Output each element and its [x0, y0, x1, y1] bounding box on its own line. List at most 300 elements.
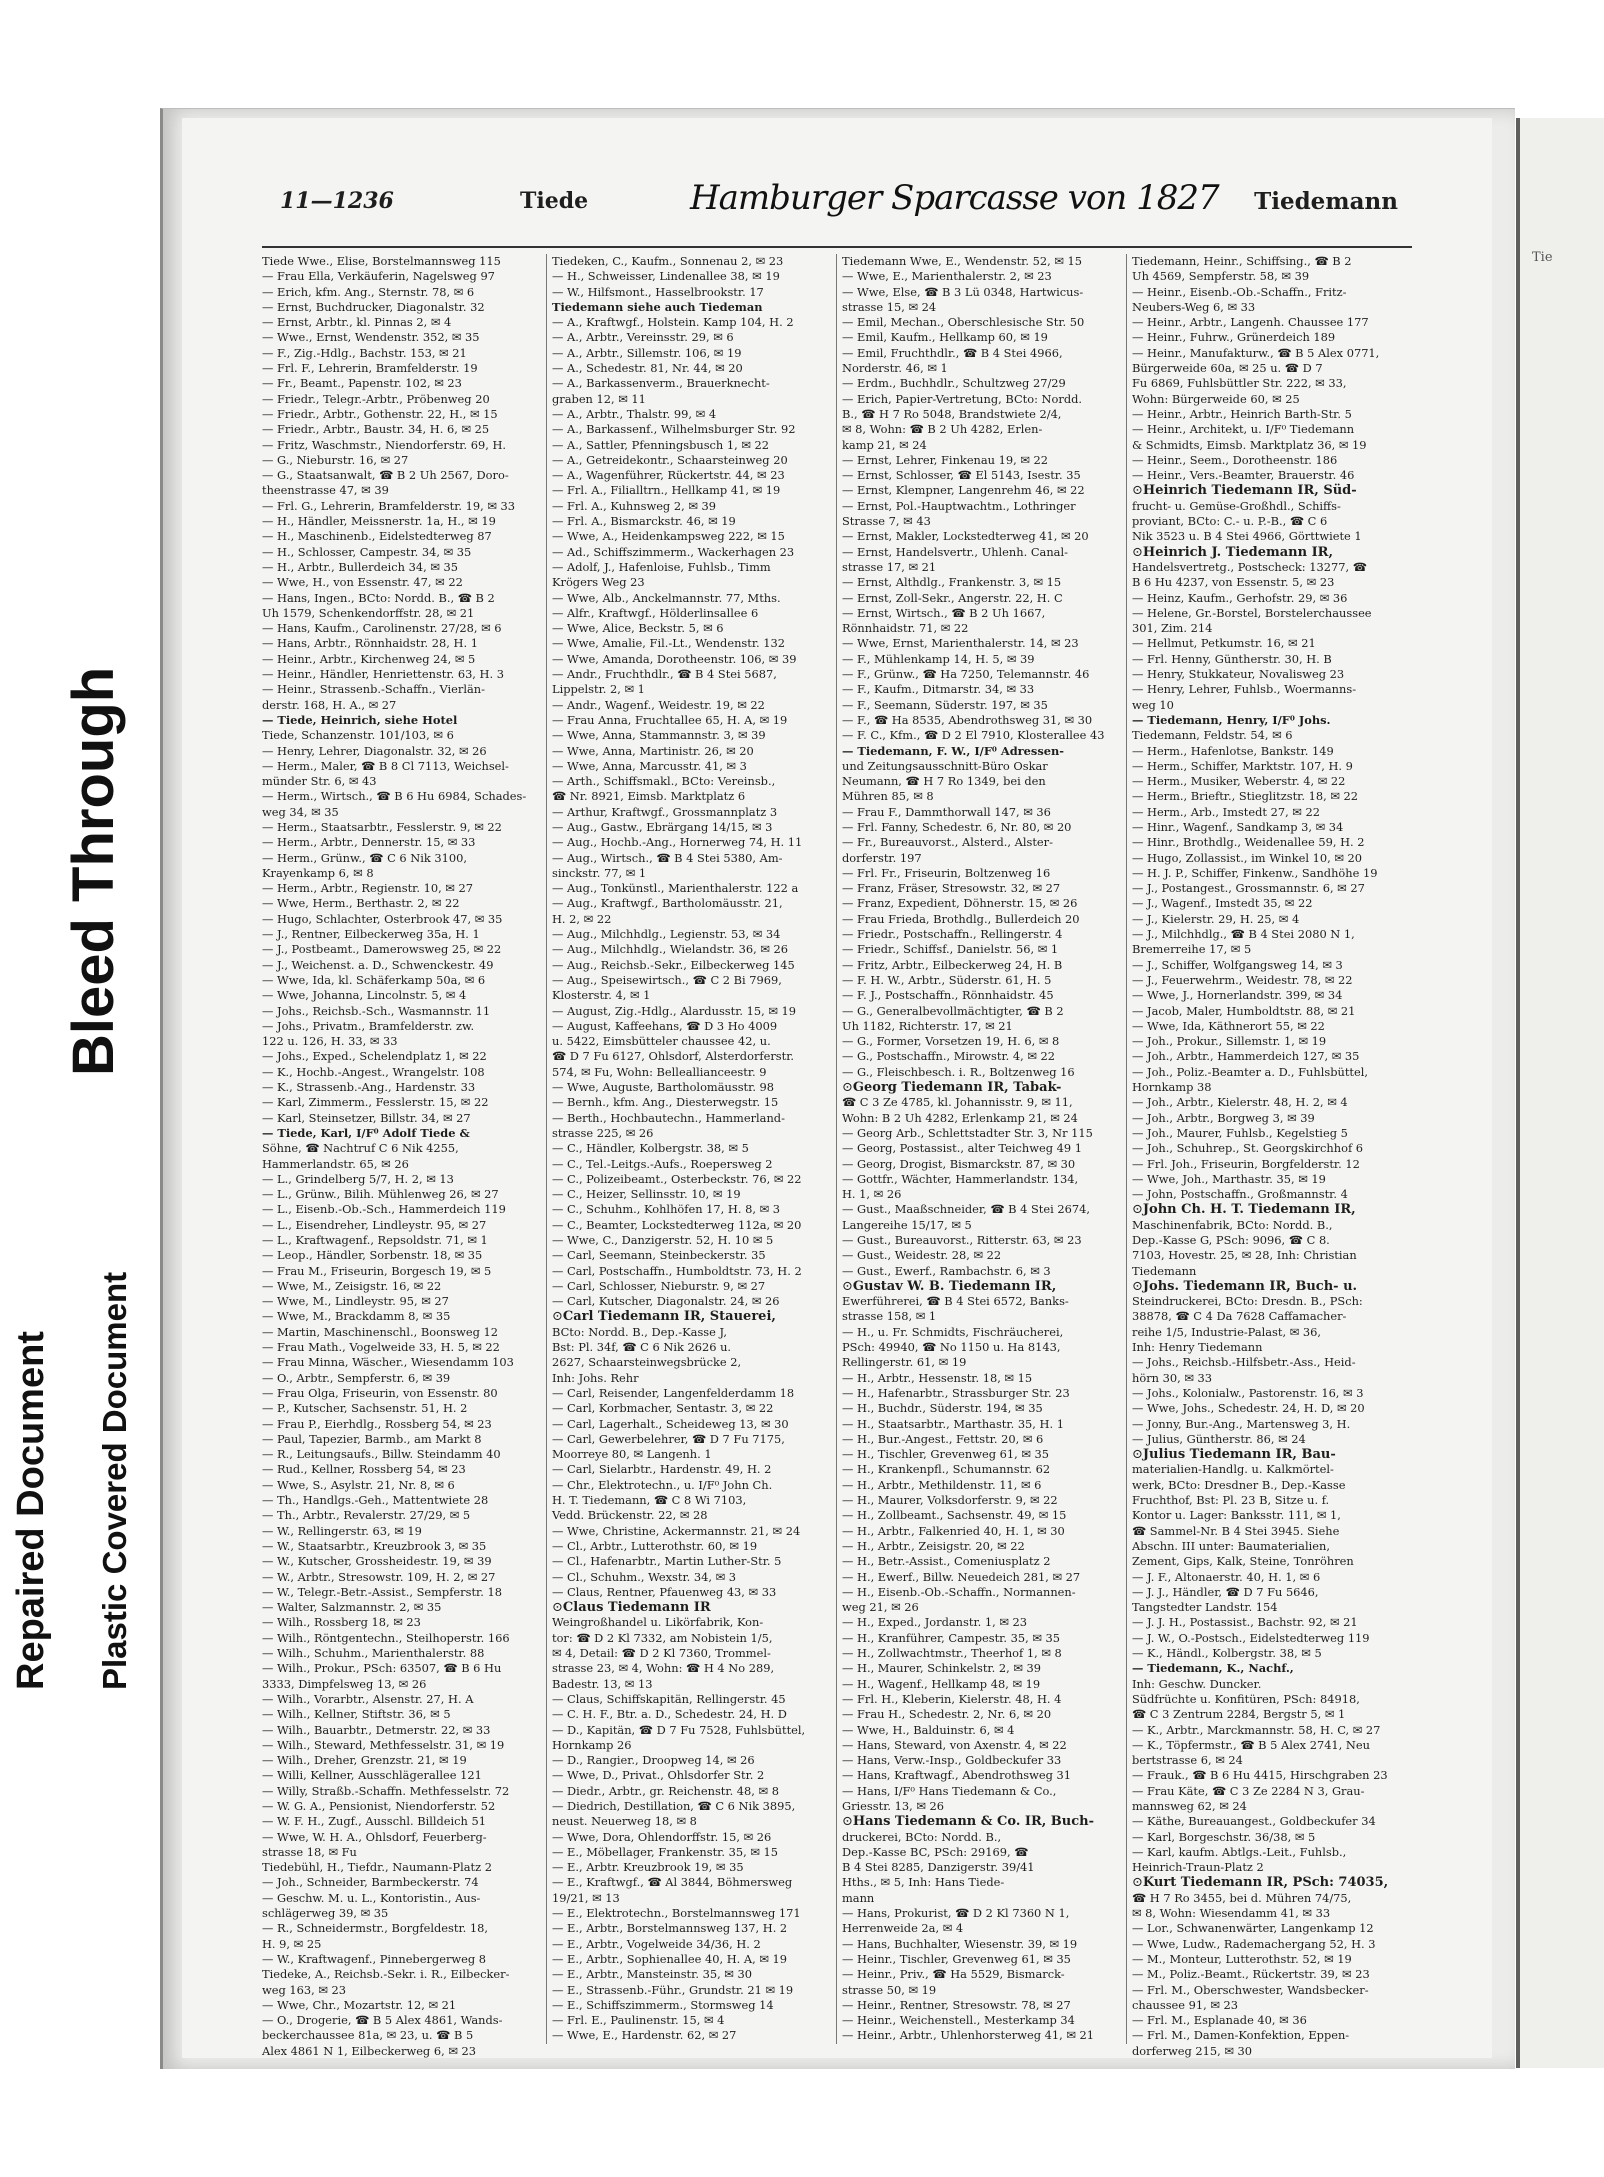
directory-entry: — Cl., Arbtr., Lutterothstr. 60, ✉ 19 [552, 1538, 758, 1553]
directory-entry: beckerchaussee 81a, ✉ 23, u. ☎ B 5 [262, 2028, 474, 2043]
repaired-document-label: Repaired Document [10, 1331, 52, 1690]
directory-entry: — Gottfr., Wächter, Hammerlandstr. 134, [842, 1171, 1079, 1186]
directory-entry: — Herm., Musiker, Weberstr. 4, ✉ 22 [1132, 774, 1346, 789]
directory-entry: — Wilh., Prokur., PSch: 63507, ☎ B 6 Hu [262, 1661, 502, 1676]
directory-entry: 122 u. 126, H. 33, ✉ 33 [262, 1034, 398, 1049]
directory-entry: — K., Hochb.-Angest., Wrangelstr. 108 [262, 1064, 485, 1079]
directory-entry: H. 1, ✉ 26 [842, 1187, 902, 1202]
directory-entry: — August, Zig.-Hdlg., Alardusstr. 15, ✉ 19 [552, 1003, 797, 1018]
directory-entry: — Tiedemann, F. W., I/F⁰ Adressen- [842, 743, 1064, 758]
directory-entry: ☎ C 3 Ze 4785, kl. Johannisstr. 9, ✉ 11, [842, 1095, 1073, 1110]
directory-entry: — L., Kraftwagenf., Repsoldstr. 71, ✉ 1 [262, 1233, 488, 1247]
directory-entry: — F., Seemann, Süderstr. 197, ✉ 35 [842, 697, 1048, 712]
directory-entry: B 4 Stei 8285, Danzigerstr. 39/41 [842, 1860, 1035, 1875]
directory-entry: Tiedemann Wwe, E., Wendenstr. 52, ✉ 15 [842, 254, 1082, 268]
directory-entry: — Friedr., Arbtr., Gothenstr. 22, H., ✉ 15 [262, 406, 498, 421]
directory-entry: — Wwe, Chr., Mozartstr. 12, ✉ 21 [262, 1997, 457, 2012]
directory-entry: — Joh., Prokur., Sillemstr. 1, ✉ 19 [1132, 1034, 1327, 1049]
directory-entry: — Wwe, M., Zeisigstr. 16, ✉ 22 [262, 1278, 442, 1293]
directory-entry: — E., Schiffszimmerm., Stormsweg 14 [552, 1997, 774, 2012]
directory-entry: — J. J., Händler, ☎ D 7 Fu 5646, [1132, 1584, 1319, 1599]
directory-entry: — H., Kranführer, Campestr. 35, ✉ 35 [842, 1630, 1060, 1645]
directory-entry: ☎ C 3 Zentrum 2284, Bergstr 5, ✉ 1 [1132, 1707, 1346, 1722]
directory-entry: PSch: 49940, ☎ No 1150 u. Ha 8143, [842, 1340, 1061, 1355]
directory-entry: Bst: Pl. 34f, ☎ C 6 Nik 2626 u. [552, 1340, 732, 1355]
directory-entry: — Henry, Lehrer, Fuhlsb., Woermanns- [1132, 682, 1357, 697]
directory-entry: — Frau H., Schedestr. 2, Nr. 6, ✉ 20 [842, 1707, 1052, 1722]
directory-entry: — D., Kapitän, ☎ D 7 Fu 7528, Fuhlsbüttel, [552, 1722, 806, 1737]
directory-entry: — Frl. A., Kuhnsweg 2, ✉ 39 [552, 498, 716, 513]
directory-entry: — H., Händler, Meissnerstr. 1a, H., ✉ 19 [262, 514, 496, 529]
directory-entry: tor: ☎ D 2 Kl 7332, am Nobistein 1/5, [552, 1630, 773, 1645]
directory-entry: — H., u. Fr. Schmidts, Fischräucherei, [842, 1324, 1064, 1339]
directory-entry: — Herm., Maler, ☎ B 8 Cl 7113, Weichsel- [262, 758, 509, 773]
directory-entry: — A., Arbtr., Thalstr. 99, ✉ 4 [552, 406, 717, 421]
directory-entry: Ewerführerei, ☎ B 4 Stei 6572, Banks- [842, 1294, 1069, 1309]
directory-entry: — Carl, Kutscher, Diagonalstr. 24, ✉ 26 [552, 1294, 780, 1309]
directory-entry: — Frau Anna, Fruchtallee 65, H. A, ✉ 19 [552, 712, 788, 727]
directory-entry: — H., Arbtr., Methildenstr. 11, ✉ 6 [842, 1477, 1042, 1492]
directory-entry: — Heinr., Architekt, u. I/F⁰ Tiedemann [1132, 422, 1355, 437]
directory-entry: — P., Kutscher, Sachsenstr. 51, H. 2 [262, 1401, 468, 1416]
directory-entry: — Heinr., Rentner, Stresowstr. 78, ✉ 27 [842, 1997, 1071, 2012]
directory-entry: — H., Maurer, Schinkelstr. 2, ✉ 39 [842, 1661, 1042, 1676]
directory-entry: ☎ D 7 Fu 6127, Ohlsdorf, Alsterdorferstr. [552, 1049, 795, 1064]
directory-entry: — W., Staatsarbtr., Kreuzbrook 3, ✉ 35 [262, 1538, 487, 1553]
directory-entry: — Emil, Kaufm., Hellkamp 60, ✉ 19 [842, 330, 1048, 345]
directory-entry: — Johs., Kolonialw., Pastorenstr. 16, ✉ 3 [1132, 1385, 1364, 1400]
directory-entry: — H., Tischler, Grevenweg 61, ✉ 35 [842, 1447, 1050, 1462]
directory-entry: — Carl, Seemann, Steinbeckerstr. 35 [552, 1248, 766, 1263]
directory-entry: — Heinr., Tischler, Grevenweg 61, ✉ 35 [842, 1951, 1071, 1966]
directory-entry: — Joh., Arbtr., Borgweg 3, ✉ 39 [1132, 1110, 1315, 1125]
directory-entry: ⊙ John Ch. H. T. Tiedemann IR, [1132, 1202, 1410, 1217]
directory-entry: — Wwe, J., Hornerlandstr. 399, ✉ 34 [1132, 988, 1343, 1003]
adjacent-page-edge [1516, 118, 1604, 2068]
directory-entry: — Wilh., Steward, Methfesselstr. 31, ✉ 19 [262, 1737, 505, 1752]
directory-entry: chaussee 91, ✉ 23 [1132, 1997, 1239, 2012]
directory-entry: — Wilh., Kellner, Stiftstr. 36, ✉ 5 [262, 1707, 451, 1722]
directory-entry: — Wwe, Auguste, Bartholomäusstr. 98 [552, 1080, 775, 1095]
directory-entry: — Wwe, Ernst, Marienthalerstr. 14, ✉ 23 [842, 636, 1079, 651]
directory-entry: — Ernst, Buchdrucker, Diagonalstr. 32 [262, 299, 485, 314]
directory-entry: Tiedeken, C., Kaufm., Sonnenau 2, ✉ 23 [552, 254, 784, 268]
directory-entry: — Wwe, Amanda, Dorotheenstr. 106, ✉ 39 [552, 651, 797, 666]
directory-entry: — Käthe, Bureauangest., Goldbeckufer 34 [1132, 1814, 1376, 1829]
directory-entry: Lippelstr. 2, ✉ 1 [552, 682, 645, 697]
directory-entry: — A., Arbtr., Sillemstr. 106, ✉ 19 [552, 345, 742, 360]
directory-entry: — J., Postbeamt., Damerowsweg 25, ✉ 22 [262, 942, 502, 957]
directory-entry: — Martin, Maschinenschl., Boonsweg 12 [262, 1324, 499, 1339]
directory-entry: — Wwe, E., Marienthalerstr. 2, ✉ 23 [842, 269, 1052, 284]
directory-entry: — H., Betr.-Assist., Comeniusplatz 2 [842, 1554, 1051, 1569]
directory-entry: frucht- u. Gemüse-Großhdl., Schiffs- [1132, 498, 1341, 513]
directory-entry: — Joh., Poliz.-Beamter a. D., Fuhlsbüttel, [1132, 1064, 1369, 1079]
directory-entry: — Claus, Rentner, Pfauenweg 43, ✉ 33 [552, 1584, 777, 1599]
adjacent-page-keyword: Tie [1532, 250, 1553, 265]
directory-entry: — Wwe, Ludw., Rademachergang 52, H. 3 [1132, 1936, 1376, 1951]
directory-entry: BCto: Nordd. B., Dep.-Kasse J, [552, 1324, 728, 1339]
directory-entry: 2627, Schaarsteinwegsbrücke 2, [552, 1355, 742, 1370]
directory-entry: — Ernst, Wirtsch., ☎ B 2 Uh 1667, [842, 605, 1046, 620]
directory-entry: — J., Wagenf., Imstedt 35, ✉ 22 [1132, 896, 1313, 911]
directory-entry: — E., Elektrotechn., Borstelmannsweg 171 [552, 1906, 801, 1921]
directory-entry: ☎ Nr. 8921, Eimsb. Marktplatz 6 [552, 789, 746, 804]
directory-entry: — Wwe, H., von Essenstr. 47, ✉ 22 [262, 575, 463, 590]
directory-entry: — J., Feuerwehrm., Weidestr. 78, ✉ 22 [1132, 972, 1353, 987]
directory-entry: — Gust., Bureauvorst., Ritterstr. 63, ✉ 23 [842, 1233, 1082, 1247]
directory-entry: — Julius, Güntherstr. 86, ✉ 24 [1132, 1431, 1306, 1446]
directory-entry: — Franz, Expedient, Döhnerstr. 15, ✉ 26 [842, 896, 1078, 911]
directory-entry: — Claus, Schiffskapitän, Rellingerstr. 45 [552, 1691, 786, 1706]
directory-entry: — Ernst, Schlosser, ☎ El 5143, Isestr. 35 [842, 468, 1081, 483]
directory-entry: — A., Sattler, Pfenningsbusch 1, ✉ 22 [552, 437, 770, 452]
directory-entry: strasse 18, ✉ Fu [262, 1844, 357, 1859]
directory-entry: — Joh., Arbtr., Kielerstr. 48, H. 2, ✉ 4 [1132, 1095, 1348, 1110]
directory-entry: — O., Arbtr., Sempferstr. 6, ✉ 39 [262, 1370, 451, 1385]
directory-entry: — G., Fleischbesch. i. R., Boltzenweg 16 [842, 1064, 1075, 1079]
directory-entry: — Th., Handlgs.-Geh., Mattentwiete 28 [262, 1493, 489, 1508]
directory-entry: — G., Generalbevollmächtigter, ☎ B 2 [842, 1003, 1064, 1018]
directory-entry: — Wwe, Dora, Ohlendorffstr. 15, ✉ 26 [552, 1829, 772, 1844]
directory-entry: — Bernh., kfm. Ang., Diesterwegstr. 15 [552, 1095, 779, 1110]
directory-entry: — Johs., Reichsb.-Sch., Wasmannstr. 11 [262, 1003, 491, 1018]
directory-entry: — H., Schweisser, Lindenallee 38, ✉ 19 [552, 269, 780, 284]
directory-entry: — F. H. W., Arbtr., Süderstr. 61, H. 5 [842, 972, 1052, 987]
directory-entry: — Th., Arbtr., Revalerstr. 27/29, ✉ 5 [262, 1508, 471, 1523]
directory-entry: — Andr., Wagenf., Weidestr. 19, ✉ 22 [552, 697, 765, 712]
directory-entry: — Wwe, Anna, Stammannstr. 3, ✉ 39 [552, 728, 766, 743]
directory-entry: ☎ Sammel-Nr. B 4 Stei 3945. Siehe [1132, 1523, 1340, 1538]
directory-entry: — Cl., Schuhm., Wexstr. 34, ✉ 3 [552, 1569, 737, 1584]
directory-entry: — Herm., Arb., Imstedt 27, ✉ 22 [1132, 804, 1320, 819]
directory-entry: ✉ 8, Wohn: ☎ B 2 Uh 4282, Erlen- [842, 422, 1043, 437]
sparcasse-logo: Hamburger Sparcasse von 1827 [690, 178, 1219, 218]
directory-columns [262, 254, 1414, 2058]
directory-entry: — W., Telegr.-Betr.-Assist., Sempferstr. 18 [262, 1584, 502, 1599]
directory-entry: — H., Hafenarbtr., Strassburger Str. 23 [842, 1385, 1070, 1400]
left-keyword: Tiede [520, 188, 589, 214]
directory-entry: — Wwe, Johanna, Lincolnstr. 5, ✉ 4 [262, 988, 467, 1003]
directory-entry: — C. H. F., Btr. a. D., Schedestr. 24, H. D [552, 1707, 787, 1722]
directory-entry: — Jonny, Bur.-Ang., Martensweg 3, H. [1132, 1416, 1351, 1431]
directory-entry: — J. W., O.-Postsch., Eidelstedterweg 119 [1132, 1630, 1370, 1645]
directory-entry: — H., Maschinenb., Eidelstedterweg 87 [262, 529, 492, 544]
directory-entry: — Fritz, Waschmstr., Niendorferstr. 69, H. [262, 437, 507, 452]
directory-entry: — Wwe, Herm., Berthastr. 2, ✉ 22 [262, 896, 460, 911]
directory-entry: Norderstr. 46, ✉ 1 [842, 361, 948, 376]
directory-entry: — Frl. M., Oberschwester, Wandsbecker- [1132, 1982, 1369, 1997]
directory-entry: Badestr. 13, ✉ 13 [552, 1676, 653, 1691]
directory-entry: — Gust., Weidestr. 28, ✉ 22 [842, 1248, 1002, 1263]
directory-entry: & Schmidts, Eimsb. Marktplatz 36, ✉ 19 [1132, 437, 1367, 452]
directory-entry: — Ernst, Zoll-Sekr., Angerstr. 22, H. C [842, 590, 1063, 605]
directory-entry: ✉ 8, Wohn: Wiesendamm 41, ✉ 33 [1132, 1906, 1331, 1921]
directory-entry: Tiedemann, Heinr., Schiffsing., ☎ B 2 [1132, 254, 1352, 268]
directory-entry: strasse 17, ✉ 21 [842, 559, 937, 574]
directory-entry: — C., Beamter, Lockstedterweg 112a, ✉ 20 [552, 1217, 802, 1232]
directory-entry: kamp 21, ✉ 24 [842, 437, 927, 452]
directory-entry: — K., Strassenb.-Ang., Hardenstr. 33 [262, 1080, 476, 1095]
directory-entry: — Henry, Stukkateur, Novalisweg 23 [1132, 667, 1345, 682]
directory-entry: — Heinr., Manufakturw., ☎ B 5 Alex 0771, [1132, 345, 1380, 360]
directory-entry: Bürgerweide 60a, ✉ 25 u. ☎ D 7 [1132, 361, 1323, 376]
directory-entry: — Frau Math., Vogelweide 33, H. 5, ✉ 22 [262, 1340, 500, 1355]
directory-entry: — A., Barkassenverm., Brauerknecht- [552, 376, 770, 391]
directory-entry: Alex 4861 N 1, Eilbeckerweg 6, ✉ 23 [262, 2043, 476, 2058]
directory-entry: — Hans, Kraftwagf., Abendrothsweg 31 [842, 1768, 1072, 1783]
directory-entry: — Heinr., Priv., ☎ Ha 5529, Bismarck- [842, 1967, 1065, 1982]
directory-entry: — C., Schuhm., Kohlhöfen 17, H. 8, ✉ 3 [552, 1202, 780, 1217]
directory-entry: — Arth., Schiffsmakl., BCto: Vereinsb., [552, 774, 776, 789]
directory-entry: — Friedr., Postschaffn., Rellingerstr. 4 [842, 927, 1063, 942]
directory-entry: — Herm., Arbtr., Regienstr. 10, ✉ 27 [262, 881, 473, 896]
directory-entry: — Herm., Hafenlotse, Bankstr. 149 [1132, 743, 1334, 758]
directory-entry: Dep.-Kasse BC, PSch: 29169, ☎ [842, 1844, 1029, 1859]
directory-entry: Tiedemann, Feldstr. 54, ✉ 6 [1132, 728, 1293, 743]
directory-entry: Hammerlandstr. 65, ✉ 26 [262, 1156, 409, 1171]
directory-entry: — Frl. Joh., Friseurin, Borgfelderstr. 12 [1132, 1156, 1360, 1171]
directory-entry: — E., Möbellager, Frankenstr. 35, ✉ 15 [552, 1844, 778, 1859]
directory-entry: — A., Barkassenf., Wilhelmsburger Str. 92 [552, 422, 796, 437]
directory-entry: — Hans, Ingen., BCto: Nordd. B., ☎ B 2 [262, 590, 495, 605]
directory-entry: materialien-Handlg. u. Kalkmörtel- [1132, 1462, 1334, 1477]
directory-entry: — Joh., Maurer, Fuhlsb., Kegelstieg 5 [1132, 1125, 1348, 1140]
directory-entry: — F., Zig.-Hdlg., Bachstr. 153, ✉ 21 [262, 345, 467, 360]
directory-entry: — Heinr., Vers.-Beamter, Brauerstr. 46 [1132, 468, 1355, 483]
directory-entry: schlägerweg 39, ✉ 35 [262, 1906, 389, 1921]
directory-entry: — Hans, I/F⁰ Hans Tiedemann & Co., [842, 1783, 1057, 1798]
directory-entry: — Friedr., Telegr.-Arbtr., Pröbenweg 20 [262, 391, 490, 406]
directory-entry: ⊙ Heinrich J. Tiedemann IR, [1132, 545, 1410, 560]
directory-entry: — Tiedemann, Henry, I/F⁰ Johs. [1132, 712, 1331, 727]
directory-entry: — Heinr., Arbtr., Uhlenhorsterweg 41, ✉ 21 [842, 2028, 1095, 2043]
directory-entry: Mühren 85, ✉ 8 [842, 789, 934, 804]
directory-entry: — K., Händl., Kolbergstr. 38, ✉ 5 [1132, 1646, 1322, 1661]
directory-entry: — Heinr., Arbtr., Heinrich Barth-Str. 5 [1132, 406, 1352, 421]
directory-entry: — Frl. M., Damen-Konfektion, Eppen- [1132, 2028, 1350, 2043]
directory-entry: — D., Rangier., Droopweg 14, ✉ 26 [552, 1753, 755, 1768]
directory-entry: — Wwe, Johs., Schedestr. 24, H. D, ✉ 20 [1132, 1401, 1365, 1416]
directory-entry: — Lor., Schwanenwärter, Langenkamp 12 [1132, 1921, 1374, 1936]
directory-entry: — R., Leitungsaufs., Billw. Steindamm 40 [262, 1447, 501, 1462]
directory-entry: — Wwe, W. H. A., Ohlsdorf, Feuerberg- [262, 1829, 487, 1844]
directory-entry: — K., Arbtr., Marckmannstr. 58, H. C, ✉ 27 [1132, 1722, 1381, 1737]
directory-entry: ⊙ Claus Tiedemann IR [552, 1600, 830, 1615]
directory-entry: ☎ H 7 Ro 3455, bei d. Mühren 74/75, [1132, 1890, 1352, 1905]
directory-entry: — Berth., Hochbautechn., Hammerland- [552, 1110, 785, 1125]
directory-entry: Nik 3523 u. B 4 Stei 4966, Görttwiete 1 [1132, 529, 1362, 544]
directory-entry: Abschn. III unter: Baumaterialien, [1132, 1538, 1330, 1553]
directory-entry: — J. J. H., Postassist., Bachstr. 92, ✉ 21 [1132, 1615, 1358, 1630]
directory-entry: Vedd. Brückenstr. 22, ✉ 28 [552, 1508, 708, 1523]
directory-entry: — Karl, kaufm. Abtlgs.-Leit., Fuhlsb., [1132, 1844, 1347, 1859]
directory-entry: — A., Getreidekontr., Schaarsteinweg 20 [552, 452, 788, 467]
directory-entry: — M., Monteur, Lutterothstr. 52, ✉ 19 [1132, 1951, 1352, 1966]
header-rule [262, 246, 1412, 248]
directory-entry: — Wwe, H., Balduinstr. 6, ✉ 4 [842, 1722, 1015, 1737]
directory-entry: — Ernst, Althdlg., Frankenstr. 3, ✉ 15 [842, 575, 1062, 590]
directory-entry: — Wilh., Röntgentechn., Steilhoperstr. 166 [262, 1630, 510, 1645]
directory-entry: — E., Arbtr., Borstelmannsweg 137, H. 2 [552, 1921, 788, 1936]
directory-entry: proviant, BCto: C.- u. P.-B., ☎ C 6 [1132, 514, 1328, 529]
directory-entry: — Emil, Fruchthdlr., ☎ B 4 Stei 4966, [842, 345, 1063, 360]
directory-entry: — Herm., Wirtsch., ☎ B 6 Hu 6984, Schades- [262, 789, 527, 804]
directory-entry: — Herm., Schiffer, Marktstr. 107, H. 9 [1132, 758, 1353, 773]
directory-entry: reihe 1/5, Industrie-Palast, ✉ 36, [1132, 1324, 1321, 1339]
directory-entry: Langereihe 15/17, ✉ 5 [842, 1217, 972, 1232]
directory-entry: — Frl. Henny, Güntherstr. 30, H. B [1132, 651, 1332, 666]
directory-entry: — Friedr., Schiffsf., Danielstr. 56, ✉ 1 [842, 942, 1059, 957]
directory-entry: — Wilh., Dreher, Grenzstr. 21, ✉ 19 [262, 1753, 467, 1768]
directory-entry: — C., Händler, Kolbergstr. 38, ✉ 5 [552, 1141, 749, 1156]
directory-entry: weg 10 [1132, 697, 1174, 712]
directory-entry: — Frau Käte, ☎ C 3 Ze 2284 N 3, Grau- [1132, 1783, 1365, 1798]
directory-entry: — Herm., Arbtr., Dennerstr. 15, ✉ 33 [262, 835, 476, 850]
directory-entry: — Wwe, M., Lindleystr. 95, ✉ 27 [262, 1294, 449, 1309]
directory-entry: — Gust., Ewerf., Rambachstr. 6, ✉ 3 [842, 1263, 1051, 1278]
directory-entry: — R., Schneidermstr., Borgfeldestr. 18, [262, 1921, 489, 1936]
directory-entry: — Johs., Reichsb.-Hilfsbetr.-Ass., Heid- [1132, 1355, 1356, 1370]
directory-entry: — Johs., Exped., Schelendplatz 1, ✉ 22 [262, 1049, 487, 1064]
directory-entry: — L., Grindelberg 5/7, H. 2, ✉ 13 [262, 1171, 454, 1186]
directory-entry: — H., Zollbeamt., Sachsenstr. 49, ✉ 15 [842, 1508, 1067, 1523]
directory-entry: — Georg Arb., Schlettstadter Str. 3, Nr 115 [842, 1125, 1093, 1140]
directory-entry: — F., Grünw., ☎ Ha 7250, Telemannstr. 46 [842, 667, 1090, 682]
directory-entry: — C., Tel.-Leitgs.-Aufs., Roepersweg 2 [552, 1156, 773, 1171]
directory-entry: — Frl. M., Esplanade 40, ✉ 36 [1132, 2013, 1307, 2028]
directory-entry: H. 9, ✉ 25 [262, 1936, 322, 1951]
directory-entry: — L., Eisenb.-Ob.-Sch., Hammerdeich 119 [262, 1202, 506, 1217]
directory-entry: Krögers Weg 23 [552, 575, 645, 590]
directory-entry: — Frau F., Dammthorwall 147, ✉ 36 [842, 804, 1051, 819]
directory-entry: münder Str. 6, ✉ 43 [262, 774, 377, 789]
directory-entry: — Jacob, Maler, Humboldtstr. 88, ✉ 21 [1132, 1003, 1356, 1018]
directory-entry: — F. J., Postschaffn., Rönnhaidstr. 45 [842, 988, 1054, 1003]
directory-entry: — Rud., Kellner, Rossberg 54, ✉ 23 [262, 1462, 466, 1477]
directory-entry: — Wwe, Joh., Marthastr. 35, ✉ 19 [1132, 1171, 1326, 1186]
directory-entry: derstr. 168, H. A., ✉ 27 [262, 697, 397, 712]
directory-entry: — G., Former, Vorsetzen 19, H. 6, ✉ 8 [842, 1034, 1060, 1049]
directory-entry: — Wwe, Alice, Beckstr. 5, ✉ 6 [552, 621, 724, 636]
directory-entry: — Heinr., Seem., Dorotheenstr. 186 [1132, 452, 1338, 467]
directory-entry: — H., Schlosser, Campestr. 34, ✉ 35 [262, 544, 472, 559]
directory-entry: — Aug., Milchhdlg., Legienstr. 53, ✉ 34 [552, 927, 781, 942]
directory-entry: strasse 50, ✉ 19 [842, 1982, 937, 1997]
directory-entry: — Wwe, Ida, Käthnerort 55, ✉ 22 [1132, 1018, 1325, 1033]
directory-entry: Weingroßhandel u. Likörfabrik, Kon- [552, 1615, 764, 1630]
directory-entry: — Alfr., Kraftwgf., Hölderlinsallee 6 [552, 605, 759, 620]
directory-entry: ⊙ Gustav W. B. Tiedemann IR, [842, 1279, 1120, 1294]
directory-entry: Moorreye 80, ✉ Langenh. 1 [552, 1447, 712, 1462]
directory-entry: Fu 6869, Fuhlsbüttler Str. 222, ✉ 33, [1132, 376, 1347, 391]
directory-entry: — Fr., Beamt., Papenstr. 102, ✉ 23 [262, 376, 462, 391]
directory-entry: u. 5422, Eimsbütteler chaussee 42, u. [552, 1034, 771, 1049]
directory-entry: — Andr., Fruchthdlr., ☎ B 4 Stei 5687, [552, 667, 777, 682]
directory-entry: ⊙ Johs. Tiedemann IR, Buch- u. [1132, 1279, 1410, 1294]
directory-entry: — Wwe, Anna, Marcusstr. 41, ✉ 3 [552, 758, 747, 773]
directory-entry: strasse 23, ✉ 4, Wohn: ☎ H 4 No 289, [552, 1661, 775, 1676]
directory-entry: Maschinenfabrik, BCto: Nordd. B., [1132, 1217, 1333, 1232]
directory-entry: — Aug., Reichsb.-Sekr., Eilbeckerweg 145 [552, 957, 795, 972]
directory-entry: — Willi, Kellner, Ausschlägerallee 121 [262, 1768, 482, 1783]
directory-entry: — A., Arbtr., Vereinsstr. 29, ✉ 6 [552, 330, 734, 345]
directory-entry: — L., Grünw., Bilih. Mühlenweg 26, ✉ 27 [262, 1187, 499, 1202]
directory-entry: und Zeitungsausschnitt-Büro Oskar [842, 758, 1048, 773]
column-4 [1132, 254, 1410, 2058]
directory-entry: — Wilh., Schuhm., Marienthalerstr. 88 [262, 1646, 485, 1661]
page-header [280, 178, 1398, 234]
directory-entry: — E., Kraftwgf., ☎ Al 3844, Böhmersweg [552, 1875, 793, 1890]
directory-entry: — Ernst, Arbtr., kl. Pinnas 2, ✉ 4 [262, 315, 452, 330]
directory-entry: — W. F. H., Zugf., Ausschl. Billdeich 51 [262, 1814, 487, 1829]
directory-entry: Tiede Wwe., Elise, Borstelmannsweg 115 [262, 254, 501, 268]
directory-entry: Strasse 7, ✉ 43 [842, 514, 931, 529]
directory-entry: neust. Neuerweg 18, ✉ 8 [552, 1814, 697, 1829]
directory-entry: ⊙ Kurt Tiedemann IR, PSch: 74035, [1132, 1875, 1410, 1890]
directory-entry: — Ernst, Lehrer, Finkenau 19, ✉ 22 [842, 452, 1049, 467]
directory-entry: — Frau Olga, Friseurin, von Essenstr. 80 [262, 1385, 498, 1400]
directory-entry: werk, BCto: Dresdner B., Dep.-Kasse [1132, 1477, 1346, 1492]
directory-entry: — Herm., Grünw., ☎ C 6 Nik 3100, [262, 850, 468, 865]
directory-entry: — H., Wagenf., Hellkamp 48, ✉ 19 [842, 1676, 1041, 1691]
directory-entry: — Georg, Drogist, Bismarckstr. 87, ✉ 30 [842, 1156, 1076, 1171]
directory-entry: — H., Ewerf., Billw. Neuedeich 281, ✉ 27 [842, 1569, 1081, 1584]
directory-entry: — Henry, Lehrer, Diagonalstr. 32, ✉ 26 [262, 743, 487, 758]
directory-entry: — J., Milchhdlg., ☎ B 4 Stei 2080 N 1, [1132, 927, 1355, 942]
directory-entry: Hths., ✉ 5, Inh: Hans Tiede- [842, 1875, 1005, 1890]
directory-entry: Zement, Gips, Kalk, Steine, Tonröhren [1132, 1554, 1354, 1569]
directory-entry: — C., Heizer, Sellinsstr. 10, ✉ 19 [552, 1187, 741, 1202]
directory-entry: — Frau M., Friseurin, Borgesch 19, ✉ 5 [262, 1263, 492, 1278]
column-2 [552, 254, 830, 2044]
page-number: 11—1236 [280, 188, 394, 214]
directory-entry: — A., Kraftwgf., Holstein. Kamp 104, H. 2 [552, 315, 794, 330]
directory-entry: — Carl, Lagerhalt., Scheideweg 13, ✉ 30 [552, 1416, 789, 1431]
directory-entry: — Aug., Milchhdlg., Wielandstr. 36, ✉ 26 [552, 942, 789, 957]
directory-entry: — Aug., Kraftwgf., Bartholomäusstr. 21, [552, 896, 783, 911]
column-3 [842, 254, 1120, 2044]
column-divider [836, 254, 837, 2044]
directory-entry: — E., Strassenb.-Führ., Grundstr. 21 ✉ 19 [552, 1982, 794, 1997]
directory-entry: — Hinr., Wagenf., Sandkamp 3, ✉ 34 [1132, 819, 1344, 834]
directory-entry: — Heinr., Weichenstell., Mesterkamp 34 [842, 2013, 1075, 2028]
directory-entry: — Carl, Reisender, Langenfelderdamm 18 [552, 1385, 795, 1400]
directory-entry: Handelsvertretg., Postscheck: 13277, ☎ [1132, 559, 1367, 574]
directory-entry: — Erich, Papier-Vertretung, BCto: Nordd. [842, 391, 1083, 406]
directory-entry: strasse 158, ✉ 1 [842, 1309, 937, 1324]
directory-entry: — Hans, Prokurist, ☎ D 2 Kl 7360 N 1, [842, 1906, 1070, 1921]
directory-entry: — Frl. H., Kleberin, Kielerstr. 48, H. 4 [842, 1691, 1062, 1706]
directory-entry: — L., Eisendreher, Lindleystr. 95, ✉ 27 [262, 1217, 487, 1232]
right-keyword: Tiedemann [1254, 188, 1398, 215]
directory-entry: — Aug., Gastw., Ebrärgang 14/15, ✉ 3 [552, 819, 773, 834]
directory-entry: — H., Arbtr., Hessenstr. 18, ✉ 15 [842, 1370, 1033, 1385]
directory-entry: — H., Staatsarbtr., Marthastr. 35, H. 1 [842, 1416, 1064, 1431]
directory-entry: B 6 Hu 4237, von Essenstr. 5, ✉ 23 [1132, 575, 1335, 590]
directory-entry: — Hinr., Brothdlg., Weidenallee 59, H. 2 [1132, 835, 1365, 850]
directory-entry: — Heinr., Händler, Henriettenstr. 63, H. 3 [262, 667, 504, 682]
directory-entry: — Erich, kfm. Ang., Sternstr. 78, ✉ 6 [262, 284, 475, 299]
directory-entry: Herrenweide 2a, ✉ 4 [842, 1921, 964, 1936]
directory-entry: 3333, Dimpfelsweg 13, ✉ 26 [262, 1676, 427, 1691]
directory-entry: — Ernst, Makler, Lockstedterweg 41, ✉ 20 [842, 529, 1089, 544]
directory-entry: Dep.-Kasse G, PSch: 9096, ☎ C 8. [1132, 1233, 1330, 1247]
directory-entry: — J., Postangest., Grossmannstr. 6, ✉ 27 [1132, 881, 1365, 896]
directory-entry: — Helene, Gr.-Borstel, Borstelerchaussee [1132, 605, 1372, 620]
directory-entry: — H. J. P., Schiffer, Finkenw., Sandhöhe 19 [1132, 865, 1378, 880]
directory-entry: — Hellmut, Petkumstr. 16, ✉ 21 [1132, 636, 1316, 651]
